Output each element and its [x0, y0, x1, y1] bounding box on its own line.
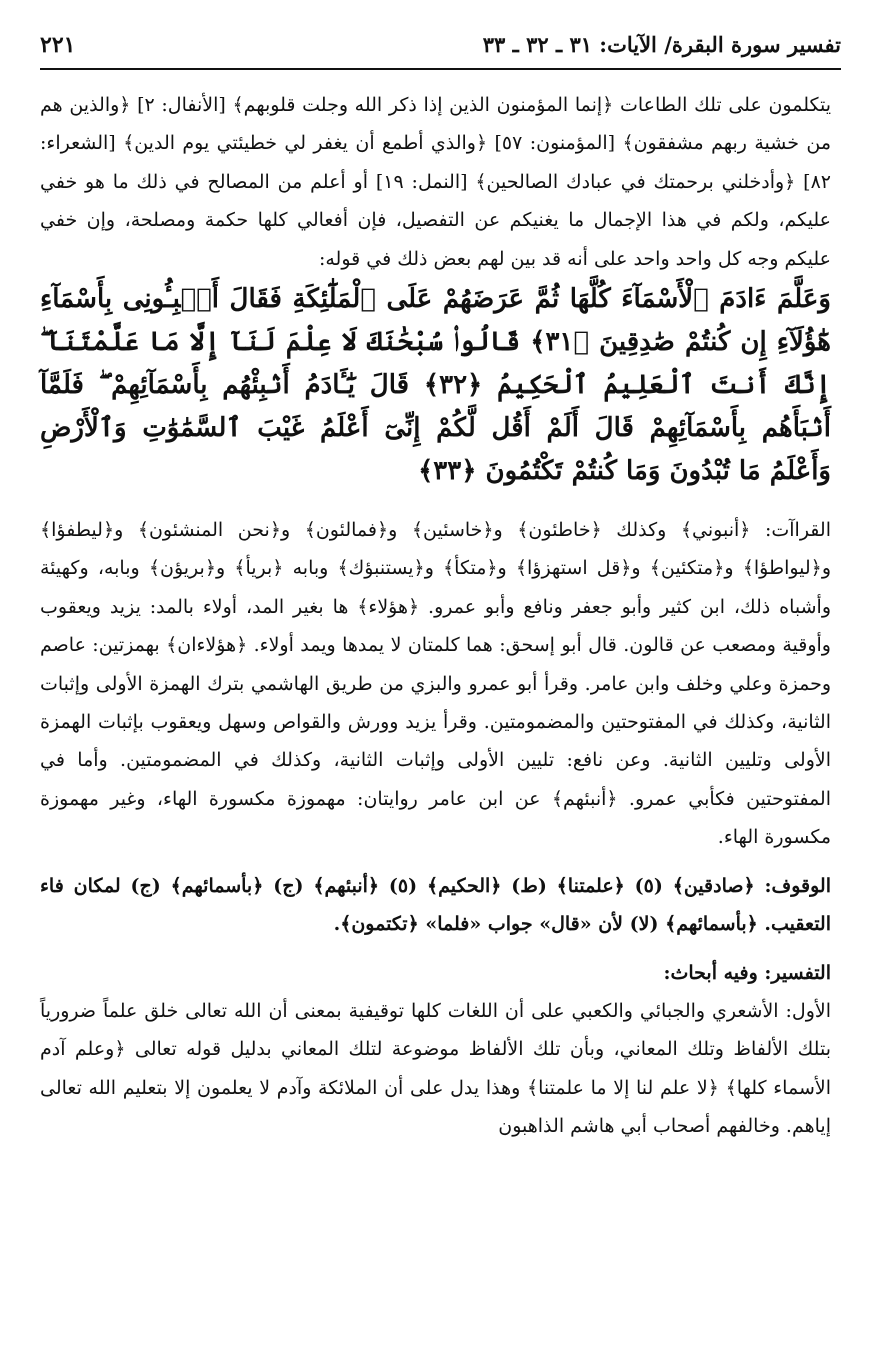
tafsir-heading: التفسير: وفيه أبحاث: [663, 961, 831, 984]
qiraat-paragraph: القراآت: ﴿أنبوني﴾ وكذلك ﴿خاطئون﴾ و﴿خاسئين﴾ و﴿فمالئون﴾ و﴿نحن المنشئون﴾ و﴿ليطفؤا﴾ و﴿ليواطؤا﴾ و﴿متكئين﴾ و﴿قل استهزؤا﴾ و﴿متكأ﴾ و﴿يستنبؤك﴾ وبابه ﴿بريأ﴾ و﴿بريؤن﴾ وبابه، وكهيئة وأشباه ذلك، ابن كثير وأبو جعفر ونافع وأبو عمرو. ﴿هؤلاء﴾ ها بغير المد، أولاء بالمد: يزيد ويعقوب وأوقية ومصعب عن قالون. قال أبو إسحق: هما كلمتان لا يمدها ويمد أولاء. ﴿هؤلاءان﴾ بهمزتين: عاصم وحمزة وعلي وخلف وابن عامر. وقرأ أبو عمرو والبزي من طريق الهاشمي بترك الهمزة الأولى وإثبات الثانية، وكذلك في المفتوحتين والمضمومتين. وقرأ يزيد وورش والقواص وسهل ويعقوب بإثبات الهمزة الأولى وتليين الثانية. وعن نافع: تليين الأولى وإثبات الثانية، وكذلك في المضمومتين. وأما في المفتوحتين فكأبي عمرو. ﴿أنبئهم﴾ عن ابن عامر روايتان: مهموزة مكسورة الهاء، وغير مهموزة مكسورة الهاء. [40, 519, 831, 849]
tafsir-paragraph: الأول: الأشعري والجبائي والكعبي على أن اللغات كلها توقيفية بمعنى أن الله تعالى خلق علماً ضرورياً بتلك الألفاظ وتلك المعاني، وبأن تلك الألفاظ موضوعة لتلك المعاني بدليل قوله تعالى ﴿وعلم آدم الأسماء كلها﴾ ﴿لا علم لنا إلا ما علمتنا﴾ وهذا يدل على أن الملائكة وآدم لا يعلمون إلا بتعليم الله تعالى إياهم. وخالفهم أصحاب أبي هاشم الذاهبون [40, 999, 831, 1138]
wuquf-paragraph: الوقوف: ﴿صادقين﴾ (٥) ﴿علمتنا﴾ (ط) ﴿الحكيم﴾ (٥) ﴿أنبئهم﴾ (ج) ﴿بأسمائهم﴾ (ج) لمكان فاء التعقيب. ﴿بأسمائهم﴾ (لا) لأن «قال» جواب «فلما» ﴿تكتمون﴾. [40, 874, 831, 936]
page-body [40, 86, 831, 1146]
page-number: ٢٢١ [40, 32, 76, 58]
quran-verse-block: وَعَلَّمَ ءَادَمَ ٱلْأَسْمَآءَ كُلَّهَا ثُمَّ عَرَضَهُمْ عَلَى ٱلْمَلَٰٓئِكَةِ فَقَالَ أَنۢبِـُٔونِى بِأَسْمَآءِ هَٰٓؤُلَآءِ إِن كُنتُمْ صَٰدِقِينَ ﴿٣١﴾ قَالُوا۟ سُبْحَٰنَكَ لَا عِلْمَ لَنَآ إِلَّا مَا عَلَّمْتَنَآ ۖ إِنَّكَ أَنتَ ٱلْعَلِيمُ ٱلْحَكِيمُ ﴿٣٢﴾ قَالَ يَٰٓـَٔادَمُ أَنۢبِئْهُم بِأَسْمَآئِهِمْ ۖ فَلَمَّآ أَنۢبَأَهُم بِأَسْمَآئِهِمْ قَالَ أَلَمْ أَقُل لَّكُمْ إِنِّىٓ أَعْلَمُ غَيْبَ ٱلسَّمَٰوَٰتِ وَٱلْأَرْضِ وَأَعْلَمُ مَا تُبْدُونَ وَمَا كُنتُمْ تَكْتُمُونَ ﴿٣٣﴾ [40, 284, 831, 487]
intro-paragraph: يتكلمون على تلك الطاعات ﴿إنما المؤمنون الذين إذا ذكر الله وجلت قلوبهم﴾ [الأنفال: ٢] ﴿والذين هم من خشية ربهم مشفقون﴾ [المؤمنون: ٥٧] ﴿والذي أطمع أن يغفر لي خطيئتي يوم الدين﴾ [الشعراء: ٨٢] ﴿وأدخلني برحمتك في عبادك الصالحين﴾ [النمل: ١٩] أو أعلم من المصالح في ذلك ما هو خفي عليكم، ولكم في هذا الإجمال ما يغنيكم عن التفصيل، فإن أفعالي كلها حكمة ومصلحة، وإن خفي عليكم وجه كل واحد واحد على أنه قد بين لهم بعض ذلك في قوله: [40, 94, 832, 270]
running-title: تفسير سورة البقرة/ الآيات: ٣١ ـ ٣٢ ـ ٣٣ [482, 32, 841, 57]
spacer [40, 493, 831, 511]
spacer [40, 944, 831, 954]
page-header [40, 28, 841, 70]
spacer [40, 857, 831, 867]
